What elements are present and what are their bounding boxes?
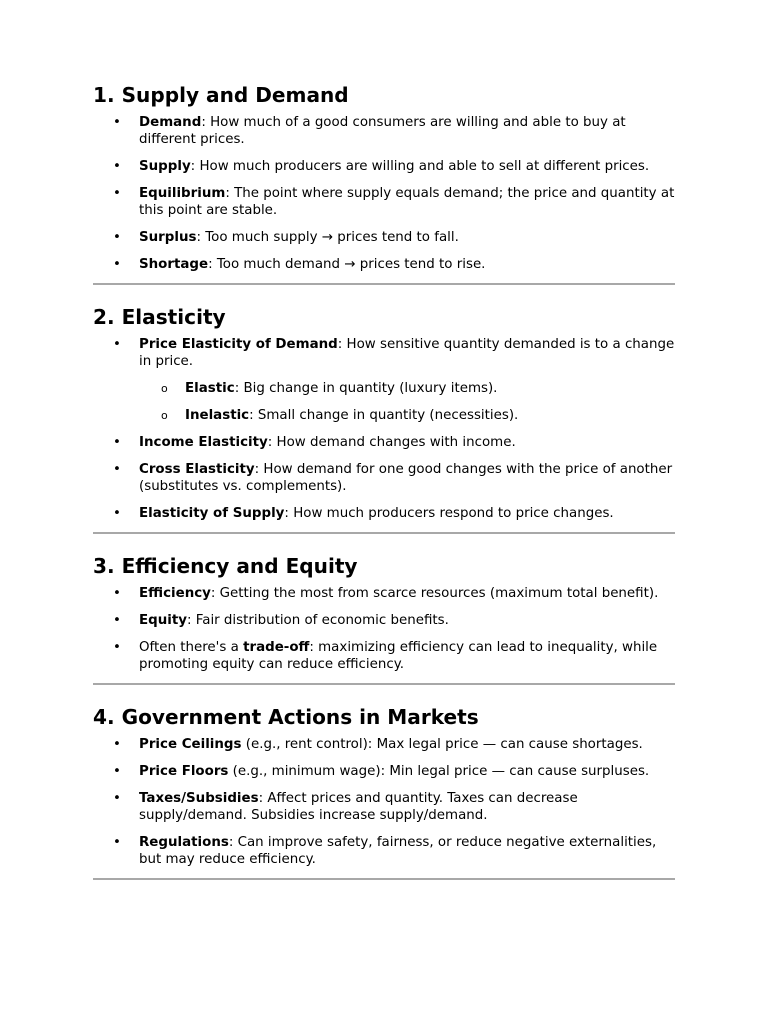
- definition-text: : Too much demand → prices tend to rise.: [208, 257, 486, 272]
- document-page: [93, 83, 675, 904]
- definition-text: (e.g., rent control): Max legal price — can cause shortages.: [241, 737, 643, 752]
- bullet-icon: •: [113, 764, 121, 779]
- bullet-icon: •: [113, 159, 121, 174]
- bullet-icon: •: [113, 435, 121, 450]
- list-item: [93, 114, 675, 148]
- term-label: Demand: [139, 115, 202, 130]
- bullet-icon: •: [113, 230, 121, 245]
- section-title: 1. Supply and Demand: [93, 83, 349, 107]
- list-item: [93, 185, 675, 219]
- section-divider: [93, 683, 675, 685]
- list-item: [93, 434, 675, 451]
- section-title: 4. Government Actions in Markets: [93, 705, 479, 729]
- bullet-icon: •: [113, 257, 121, 272]
- section-divider: [93, 878, 675, 880]
- bullet-icon: •: [113, 791, 121, 806]
- section-government-actions: [93, 705, 675, 880]
- sub-bullet-list: [139, 380, 675, 424]
- definition-text: : Can improve safety, fairness, or reduce negative externalities, but may reduce efficiency.: [139, 835, 657, 867]
- bullet-icon: •: [113, 115, 121, 130]
- term-label: Supply: [139, 159, 191, 174]
- list-item: [93, 256, 675, 273]
- bullet-icon: •: [113, 337, 121, 352]
- list-item: [93, 612, 675, 629]
- bullet-icon: •: [113, 462, 121, 477]
- section-title: 2. Elasticity: [93, 305, 226, 329]
- lead-in-text: Often there's a: [139, 640, 244, 655]
- list-item: [93, 790, 675, 824]
- bullet-list: [93, 336, 675, 522]
- bullet-icon: •: [113, 737, 121, 752]
- sub-list-item: [139, 407, 675, 424]
- definition-text: : Too much supply → prices tend to fall.: [196, 230, 459, 245]
- term-label: Regulations: [139, 835, 229, 850]
- definition-text: : maximizing efficiency can lead to inequality, while promoting equity can reduce efficiency.: [139, 640, 658, 672]
- term-label: Price Ceilings: [139, 737, 242, 752]
- list-item: [93, 585, 675, 602]
- definition-text: (e.g., minimum wage): Min legal price — can cause surpluses.: [228, 764, 650, 779]
- definition-text: : Getting the most from scarce resources (maximum total benefit).: [210, 586, 659, 601]
- definition-text: : Fair distribution of economic benefits.: [187, 613, 449, 628]
- term-label: Elastic: [185, 381, 235, 396]
- section-efficiency-and-equity: [93, 554, 675, 685]
- definition-text: : How demand for one good changes with the price of another (substitutes vs. complements).: [139, 462, 673, 494]
- term-label: Efficiency: [139, 586, 211, 601]
- circle-bullet-icon: o: [161, 382, 168, 395]
- term-label: Equity: [139, 613, 187, 628]
- bullet-list: [93, 585, 675, 673]
- list-item: [93, 763, 675, 780]
- bullet-icon: •: [113, 835, 121, 850]
- definition-text: : How much producers respond to price changes.: [284, 506, 614, 521]
- term-label: Inelastic: [185, 408, 250, 423]
- section-divider: [93, 283, 675, 285]
- list-item: [93, 229, 675, 246]
- list-item: [93, 461, 675, 495]
- definition-text: : Affect prices and quantity. Taxes can decrease supply/demand. Subsidies increase supply/demand.: [139, 791, 578, 823]
- list-item: [93, 834, 675, 868]
- term-label: Cross Elasticity: [139, 462, 255, 477]
- list-item: [93, 158, 675, 175]
- section-divider: [93, 532, 675, 534]
- term-label: Price Floors: [139, 764, 229, 779]
- definition-text: : Small change in quantity (necessities).: [249, 408, 519, 423]
- definition-text: : How much producers are willing and able to sell at different prices.: [190, 159, 650, 174]
- definition-text: : The point where supply equals demand; the price and quantity at this point are stable.: [139, 186, 675, 218]
- definition-text: : Big change in quantity (luxury items).: [234, 381, 498, 396]
- bullet-list: [93, 736, 675, 868]
- definition-text: : How sensitive quantity demanded is to a change in price.: [139, 337, 675, 369]
- bullet-icon: •: [113, 613, 121, 628]
- list-item: [93, 736, 675, 753]
- section-elasticity: [93, 305, 675, 534]
- term-label: Price Elasticity of Demand: [139, 337, 338, 352]
- term-label: Taxes/Subsidies: [139, 791, 259, 806]
- bullet-list: [93, 114, 675, 273]
- bullet-icon: •: [113, 640, 121, 655]
- section-supply-and-demand: [93, 83, 675, 285]
- definition-text: : How much of a good consumers are willing and able to buy at different prices.: [139, 115, 626, 147]
- term-label: Elasticity of Supply: [139, 506, 285, 521]
- sub-list-item: [139, 380, 675, 397]
- bullet-icon: •: [113, 506, 121, 521]
- definition-text: : How demand changes with income.: [267, 435, 516, 450]
- term-label: Shortage: [139, 257, 209, 272]
- list-item: [93, 336, 675, 424]
- bullet-icon: •: [113, 186, 121, 201]
- term-label: Income Elasticity: [139, 435, 268, 450]
- section-title: 3. Efficiency and Equity: [93, 554, 358, 578]
- list-item: [93, 639, 675, 673]
- term-label: trade-off: [243, 640, 310, 655]
- bullet-icon: •: [113, 586, 121, 601]
- circle-bullet-icon: o: [161, 409, 168, 422]
- term-label: Equilibrium: [139, 186, 226, 201]
- list-item: [93, 505, 675, 522]
- term-label: Surplus: [139, 230, 197, 245]
